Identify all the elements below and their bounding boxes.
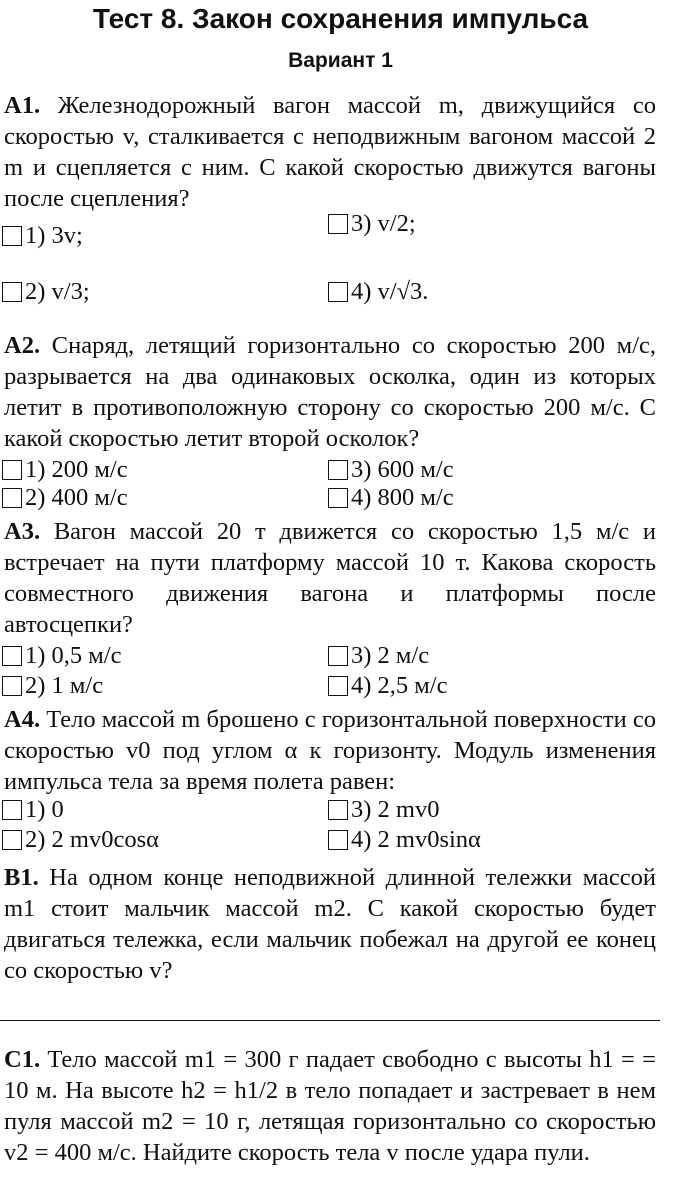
variant-heading: Вариант 1	[288, 49, 393, 72]
question-c1	[4, 1044, 656, 1168]
checkbox[interactable]	[2, 460, 22, 480]
option-a3-4[interactable]: 4) 2,5 м/с	[328, 672, 447, 700]
option-a1-2[interactable]: 2) v/3;	[2, 278, 90, 306]
checkbox[interactable]	[2, 830, 22, 850]
question-number: A3.	[4, 518, 41, 545]
option-a1-1[interactable]: 1) 3v;	[2, 222, 83, 250]
checkbox[interactable]	[2, 226, 22, 246]
option-a4-3[interactable]: 3) 2 mv0	[328, 796, 439, 824]
checkbox[interactable]	[328, 488, 348, 508]
option-a4-2[interactable]: 2) 2 mv0cosα	[2, 826, 159, 854]
option-a2-3[interactable]: 3) 600 м/с	[328, 456, 454, 484]
question-a1	[4, 90, 656, 214]
question-text: Тело массой m1 = 300 г падает свободно с высоты h1 = = 10 м. На высоте h2 = h1/2 в тело попадает и застревает в нем пуля массой m2 = 10 г, летящая горизонтально со скоростью v2 = 400 м/с. Найдите скорость тела v после удара пули.	[4, 1046, 656, 1166]
question-number: A1.	[4, 92, 41, 119]
question-a4	[4, 704, 656, 797]
question-number: B1.	[4, 864, 39, 891]
question-text: Тело массой m брошено с горизонтальной поверхности со скоростью v0 под углом α к горизонту. Модуль изменения импульса тела за время полета равен:	[4, 706, 657, 795]
checkbox[interactable]	[328, 282, 348, 302]
option-a4-1[interactable]: 1) 0	[2, 796, 64, 824]
question-text: Железнодорожный вагон массой m, движущийся со скоростью v, сталкивается с неподвижным вагоном массой 2 m и сцепляется с ним. С какой скоростью движутся вагоны после сцепления?	[4, 92, 656, 212]
checkbox[interactable]	[2, 676, 22, 696]
checkbox[interactable]	[328, 460, 348, 480]
checkbox[interactable]	[328, 830, 348, 850]
question-b1	[4, 862, 656, 986]
section-divider	[0, 1020, 660, 1021]
option-a3-2[interactable]: 2) 1 м/с	[2, 672, 103, 700]
option-a2-1[interactable]: 1) 200 м/с	[2, 456, 128, 484]
checkbox[interactable]	[328, 676, 348, 696]
question-number: A2.	[4, 332, 41, 359]
checkbox[interactable]	[2, 282, 22, 302]
checkbox[interactable]	[2, 800, 22, 820]
question-a3	[4, 516, 656, 640]
question-text: Снаряд, летящий горизонтально со скоростью 200 м/с, разрывается на два одинаковых осколка, один из которых летит в противоположную сторону со скоростью 200 м/с. С какой скоростью летит второй осколок?	[4, 332, 656, 452]
question-number: A4.	[4, 706, 41, 733]
question-text: Вагон массой 20 т движется со скоростью 1,5 м/с и встречает на пути платформу массой 10 т. Какова скорость совместного движения вагона и платформы после автосцепки?	[4, 518, 657, 638]
option-a3-3[interactable]: 3) 2 м/с	[328, 642, 429, 670]
question-text: На одном конце неподвижной длинной тележки массой m1 стоит мальчик массой m2. С какой скоростью будет двигаться тележка, если мальчик побежал на другой ее конец со скоростью v?	[4, 864, 657, 984]
option-a4-4[interactable]: 4) 2 mv0sinα	[328, 826, 481, 854]
option-a3-1[interactable]: 1) 0,5 м/с	[2, 642, 121, 670]
option-a1-4[interactable]: 4) v/√3.	[328, 278, 428, 306]
checkbox[interactable]	[328, 214, 348, 234]
option-a2-4[interactable]: 4) 800 м/с	[328, 484, 454, 512]
page-title: Тест 8. Закон сохранения импульса	[92, 3, 589, 34]
checkbox[interactable]	[328, 800, 348, 820]
checkbox[interactable]	[2, 488, 22, 508]
option-a2-2[interactable]: 2) 400 м/с	[2, 484, 128, 512]
checkbox[interactable]	[328, 646, 348, 666]
question-number: C1.	[4, 1046, 41, 1073]
option-a1-3[interactable]: 3) v/2;	[328, 210, 416, 238]
question-a2	[4, 330, 656, 454]
checkbox[interactable]	[2, 646, 22, 666]
